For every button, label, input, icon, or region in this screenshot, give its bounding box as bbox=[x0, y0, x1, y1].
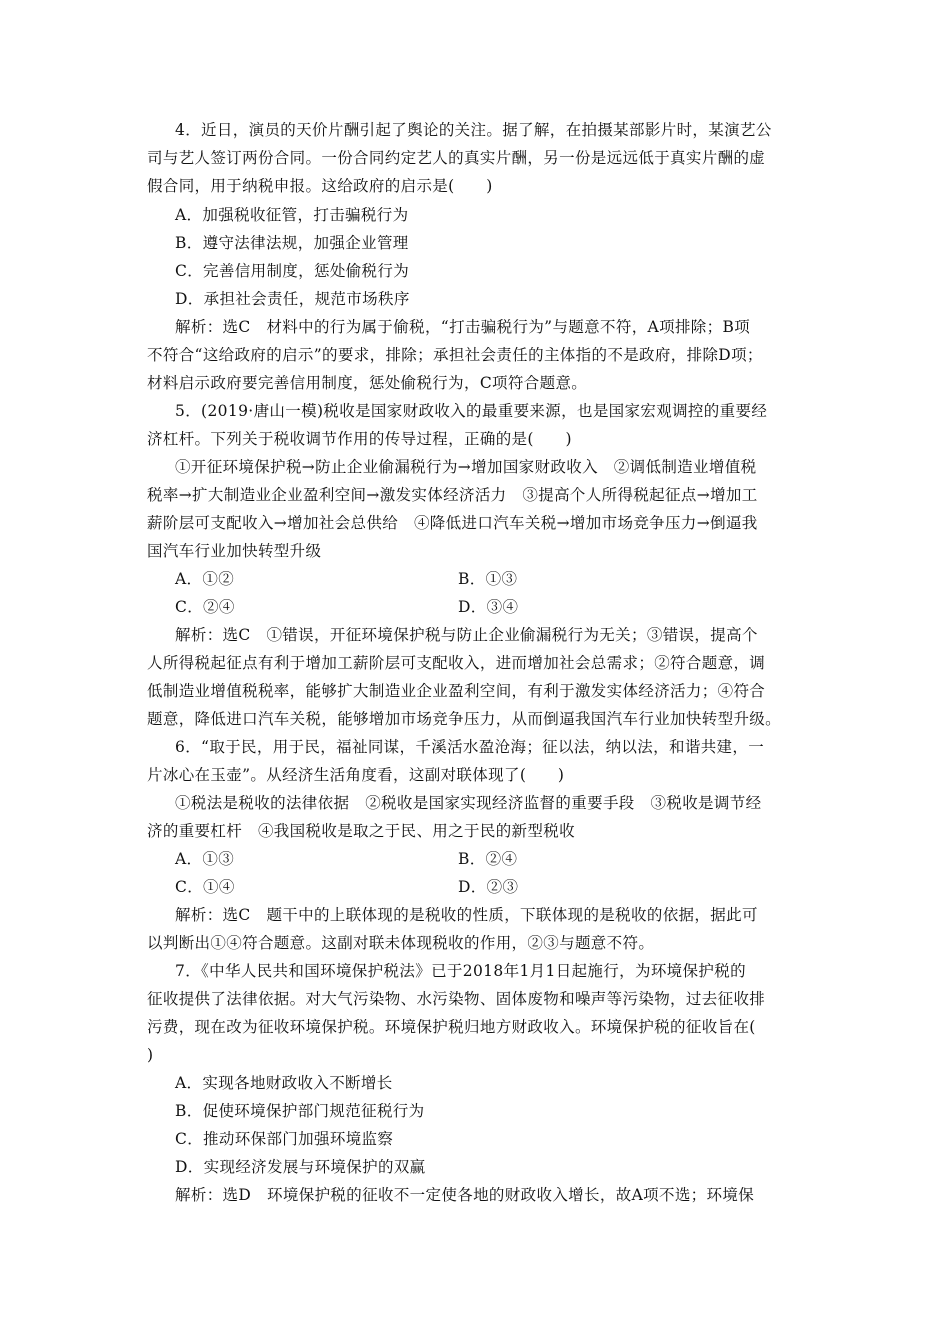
q5-option-d: D．③④ bbox=[458, 598, 519, 616]
q4-option-a: A．加强税收征管，打击骗税行为 bbox=[175, 206, 409, 224]
q6-option-c: C．①④ bbox=[175, 878, 235, 896]
q5-analysis-line-2: 人所得税起征点有利于增加工薪阶层可支配收入，进而增加社会总需求；②符合题意，调 bbox=[147, 654, 766, 672]
q7-stem-line-1: 7．《中华人民共和国环境保护税法》已于2018年1月1日起施行，为环境保护税的 bbox=[175, 962, 746, 980]
q6-analysis-line-1: 解析：选C 题干中的上联体现的是税收的性质，下联体现的是税收的依据，据此可 bbox=[175, 906, 758, 924]
q7-stem-line-2: 征收提供了法律依据。对大气污染物、水污染物、固体废物和噪声等污染物，过去征收排 bbox=[147, 990, 766, 1008]
q5-stem-line-3: ①开征环境保护税→防止企业偷漏税行为→增加国家财政收入 ②调低制造业增值税 bbox=[175, 458, 757, 476]
q6-stem-line-2: 片冰心在玉壶”。从经济生活角度看，这副对联体现了( ) bbox=[147, 766, 565, 784]
q6-stem-line-1: 6．“取于民，用于民，福祉同谋，千溪活水盈沧海；征以法，纳以法，和谐共建，一 bbox=[175, 738, 765, 756]
q5-option-b: B．①③ bbox=[458, 570, 518, 588]
q4-stem-line-3: 假合同，用于纳税申报。这给政府的启示是( ) bbox=[147, 177, 493, 195]
q4-analysis-line-3: 材料启示政府要完善信用制度，惩处偷税行为，C项符合题意。 bbox=[147, 374, 588, 392]
q6-stem-line-3: ①税法是税收的法律依据 ②税收是国家实现经济监督的重要手段 ③税收是调节经 bbox=[175, 794, 762, 812]
q6-option-b: B．②④ bbox=[458, 850, 518, 868]
q7-stem-line-4: ) bbox=[147, 1046, 154, 1064]
q7-analysis-line-1: 解析：选D 环境保护税的征收不一定使各地的财政收入增长，故A项不选；环境保 bbox=[175, 1186, 755, 1204]
q4-option-d: D．承担社会责任，规范市场秩序 bbox=[175, 290, 410, 308]
q5-analysis-line-3: 低制造业增值税税率，能够扩大制造业企业盈利空间，有利于激发实体经济活力；④符合 bbox=[147, 682, 766, 700]
q5-stem-line-2: 济杠杆。下列关于税收调节作用的传导过程，正确的是( ) bbox=[147, 430, 572, 448]
q7-option-a: A．实现各地财政收入不断增长 bbox=[175, 1074, 393, 1092]
q7-option-c: C．推动环保部门加强环境监察 bbox=[175, 1130, 394, 1148]
q4-option-c: C．完善信用制度，惩处偷税行为 bbox=[175, 262, 410, 280]
q5-option-a: A．①② bbox=[175, 570, 235, 588]
q5-option-c: C．②④ bbox=[175, 598, 235, 616]
q7-option-b: B．促使环境保护部门规范征税行为 bbox=[175, 1102, 425, 1120]
q6-option-a: A．①③ bbox=[175, 850, 235, 868]
q7-option-d: D．实现经济发展与环境保护的双赢 bbox=[175, 1158, 426, 1176]
q5-stem-line-6: 国汽车行业加快转型升级 bbox=[147, 542, 322, 560]
q5-analysis-line-1: 解析：选C ①错误，开征环境保护税与防止企业偷漏税行为无关；③错误，提高个 bbox=[175, 626, 758, 644]
q4-analysis-line-1: 解析：选C 材料中的行为属于偷税，“打击骗税行为”与题意不符，A项排除；B项 bbox=[175, 318, 751, 336]
q6-stem-line-4: 济的重要杠杆 ④我国税收是取之于民、用之于民的新型税收 bbox=[147, 822, 575, 840]
q5-stem-line-4: 税率→扩大制造业企业盈利空间→激发实体经济活力 ③提高个人所得税起征点→增加工 bbox=[147, 486, 758, 504]
q7-stem-line-3: 污费，现在改为征收环境保护税。环境保护税归地方财政收入。环境保护税的征收旨在( bbox=[147, 1018, 756, 1036]
q4-option-b: B．遵守法律法规，加强企业管理 bbox=[175, 234, 409, 252]
q6-option-d: D．②③ bbox=[458, 878, 519, 896]
q4-stem-line-1: 4．近日，演员的天价片酬引起了舆论的关注。据了解，在拍摄某部影片时，某演艺公 bbox=[175, 121, 772, 139]
q5-analysis-line-4: 题意，降低进口汽车关税，能够增加市场竞争压力，从而倒逼我国汽车行业加快转型升级。 bbox=[147, 710, 782, 728]
q5-stem-line-1: 5．(2019·唐山一模)税收是国家财政收入的最重要来源，也是国家宏观调控的重要经 bbox=[175, 402, 768, 420]
q4-stem-line-2: 司与艺人签订两份合同。一份合同约定艺人的真实片酬，另一份是远远低于真实片酬的虚 bbox=[147, 149, 766, 167]
q4-analysis-line-2: 不符合“这给政府的启示”的要求，排除；承担社会责任的主体指的不是政府，排除D项； bbox=[147, 346, 763, 364]
q6-analysis-line-2: 以判断出①④符合题意。这副对联未体现税收的作用，②③与题意不符。 bbox=[147, 934, 655, 952]
q5-stem-line-5: 薪阶层可支配收入→增加社会总供给 ④降低进口汽车关税→增加市场竞争压力→倒逼我 bbox=[147, 514, 758, 532]
